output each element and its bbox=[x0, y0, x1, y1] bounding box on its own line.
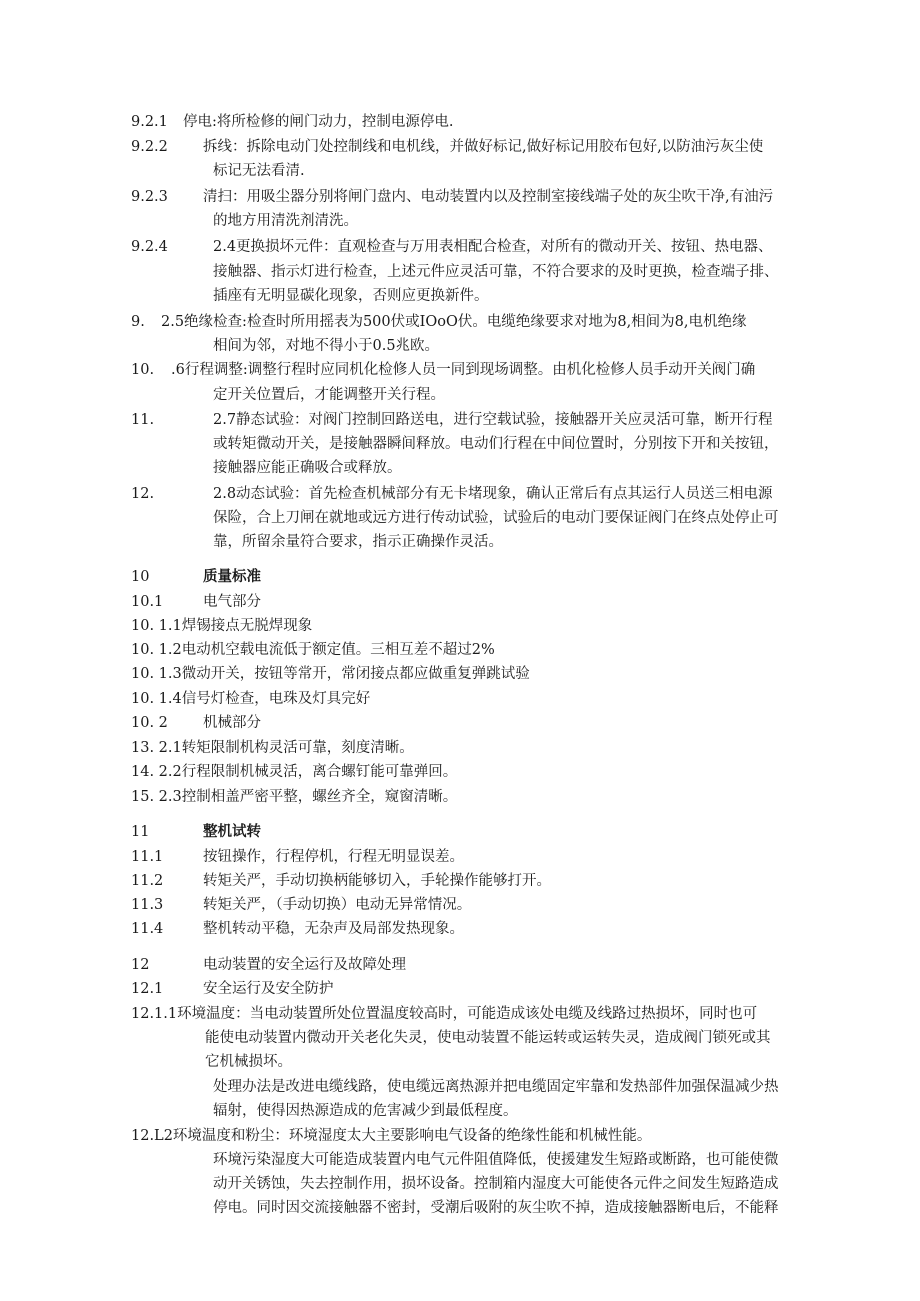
continuation-line: 靠，所留余量符合要求，指示正确操作灵活。 bbox=[213, 534, 503, 550]
item-number: 11.4 bbox=[131, 921, 164, 937]
trial-item bbox=[131, 917, 871, 941]
item-number: 11.2 bbox=[131, 873, 164, 889]
item-number: 9.2.2 bbox=[131, 139, 168, 155]
subsection-10-2 bbox=[131, 711, 871, 735]
section-heading-11 bbox=[131, 820, 871, 844]
item-text: 2.4更换损坏元件：直观检查与万用表相配合检查，对所有的微动开关、按钮、热电器、 bbox=[213, 239, 773, 255]
section-heading-12 bbox=[131, 953, 871, 977]
item-number: 12. bbox=[131, 486, 155, 502]
continuation-line: 定开关位置后，才能调整开关行程。 bbox=[213, 387, 445, 403]
step-9-2-2 bbox=[131, 135, 871, 159]
mechanical-item: 13. 2.1转矩限制机构灵活可靠，刻度清晰。 bbox=[131, 740, 414, 756]
item-number: 10. bbox=[131, 362, 155, 378]
section-number: 12.1 bbox=[131, 981, 164, 997]
item-text: 2.8动态试验：首先检查机械部分有无卡堵现象，确认正常后有点其运行人员送三相电源 bbox=[213, 486, 773, 502]
item-number: 11.3 bbox=[131, 897, 164, 913]
item-text: 转矩关严，手动切换柄能够切入，手轮操作能够打开。 bbox=[203, 873, 551, 889]
item-number: 9.2.3 bbox=[131, 189, 168, 205]
item-text: 按钮操作，行程停机，行程无明显误差。 bbox=[203, 849, 464, 865]
section-number: 12 bbox=[131, 957, 150, 973]
section-title: 电动装置的安全运行及故障处理 bbox=[203, 957, 406, 973]
item-number: 9. bbox=[131, 314, 145, 330]
subsection-10-1 bbox=[131, 590, 871, 614]
continuation-line: 它机械损坏。 bbox=[205, 1054, 292, 1070]
item-text: 拆线：拆除电动门处控制线和电机线，并做好标记,做好标记用胶布包好,以防油污灰尘使 bbox=[203, 139, 764, 155]
item-text: 2.7静态试验：对阀门控制回路送电，进行空载试验，接触器开关应灵活可靠，断开行程 bbox=[213, 412, 773, 428]
quality-item: 10. 1.2电动机空载电流低于额定值。三相互差不超过2% bbox=[131, 642, 495, 658]
quality-item: 10. 1.3微动开关，按钮等常开，常闭接点都应做重复弹跳试验 bbox=[131, 666, 530, 682]
continuation-line: 插座有无明显碳化现象，否则应更换新件。 bbox=[213, 288, 489, 304]
section-heading-10 bbox=[131, 565, 871, 589]
continuation-line: 接触器应能正确吸合或释放。 bbox=[213, 460, 402, 476]
item-text: .6行程调整:调整行程时应同机化检修人员一同到现场调整。由机化检修人员手动开关阀门确 bbox=[171, 362, 756, 378]
continuation-line: 能使电动装置内微动开关老化失灵，使电动装置不能运转或运转失灵，造成阀门锁死或其 bbox=[205, 1030, 771, 1046]
item-number: 11.1 bbox=[131, 849, 164, 865]
continuation-line: 标记无法看清. bbox=[213, 163, 305, 179]
trial-item bbox=[131, 845, 871, 869]
continuation-line: 接触器、指示灯进行检查，上述元件应灵活可靠，不符合要求的及时更换，检查端子排、 bbox=[213, 264, 779, 280]
mechanical-item: 15. 2.3控制相盖严密平整，螺丝齐全，窥窗清晰。 bbox=[131, 789, 458, 805]
subsection-12-1 bbox=[131, 977, 871, 1001]
item-number: 11. bbox=[131, 412, 155, 428]
mechanical-item: 14. 2.2行程限制机械灵活，离合螺钉能可靠弹回。 bbox=[131, 764, 458, 780]
continuation-line: 动开关锈蚀，失去控制作用，损坏设备。控制箱内湿度大可能使各元件之间发生短路造成 bbox=[213, 1176, 779, 1192]
trial-item bbox=[131, 869, 871, 893]
item-text: 清扫：用吸尘器分别将闸门盘内、电动装置内以及控制室接线端子处的灰尘吹干净,有油污 bbox=[203, 189, 774, 205]
trial-item bbox=[131, 893, 871, 917]
step-9-2-5 bbox=[131, 310, 871, 334]
item-text: 停电:将所检修的闸门动力，控制电源停电. bbox=[183, 114, 454, 130]
item-text: 整机转动平稳，无杂声及局部发热现象。 bbox=[203, 921, 464, 937]
section-number: 10 bbox=[131, 569, 150, 585]
section-title: 电气部分 bbox=[203, 594, 261, 610]
continuation-line: 的地方用清洗剂清洗。 bbox=[213, 213, 358, 229]
continuation-line: 处理办法是改进电缆线路，使电缆远离热源并把电缆固定牢靠和发热部件加强保温减少热 bbox=[213, 1079, 779, 1095]
step-10-6 bbox=[131, 358, 871, 382]
env-temperature-item: 12.1.1环境温度：当电动装置所处位置温度较高时，可能造成该处电缆及线路过热损坏，同时也可 bbox=[131, 1006, 758, 1022]
item-number: 9.2.1 bbox=[131, 114, 168, 130]
step-9-2-4 bbox=[131, 235, 871, 259]
continuation-line: 或转矩微动开关，是接触器瞬间释放。电动们行程在中间位置时，分别按下开和关按钮， bbox=[213, 436, 779, 452]
section-title: 安全运行及安全防护 bbox=[203, 981, 334, 997]
section-number: 10.1 bbox=[131, 594, 164, 610]
item-text: 2.5绝缘检查:检查时所用摇表为500伏或IOoO伏。电缆绝缘要求对地为8,相间为8,电机绝缘 bbox=[161, 314, 747, 330]
section-title: 整机试转 bbox=[203, 823, 261, 840]
section-number: 11 bbox=[131, 824, 150, 840]
continuation-line: 辐射，使得因热源造成的危害减少到最低程度。 bbox=[213, 1103, 518, 1119]
quality-item: 10. 1.4信号灯检查，电珠及灯具完好 bbox=[131, 691, 371, 707]
item-text: 转矩关严，（手动切换）电动无异常情况。 bbox=[203, 897, 472, 913]
section-title: 质量标准 bbox=[203, 568, 261, 585]
step-9-2-3 bbox=[131, 185, 871, 209]
quality-item: 10. 1.1焊锡接点无脱焊现象 bbox=[131, 618, 313, 634]
continuation-line: 停电。同时因交流接触器不密封，受潮后吸附的灰尘吹不掉，造成接触器断电后，不能释 bbox=[213, 1200, 779, 1216]
continuation-line: 环境污染湿度大可能造成装置内电气元件阻值降低，使援建发生短路或断路，也可能使微 bbox=[213, 1152, 779, 1168]
step-11-7 bbox=[131, 408, 871, 432]
section-title: 机械部分 bbox=[203, 715, 261, 731]
step-9-2-1 bbox=[131, 110, 871, 134]
env-humidity-item: 12.L2环境温度和粉尘：环境湿度太大主要影响电气设备的绝缘性能和机械性能。 bbox=[131, 1128, 652, 1144]
item-number: 9.2.4 bbox=[131, 239, 168, 255]
step-12-8 bbox=[131, 482, 871, 506]
section-number: 10. 2 bbox=[131, 715, 168, 731]
continuation-line: 保险，合上刀闸在就地或远方进行传动试验，试验后的电动门要保证阀门在终点处停止可 bbox=[213, 510, 779, 526]
continuation-line: 相间为邻，对地不得小于0.5兆欧。 bbox=[213, 338, 440, 354]
